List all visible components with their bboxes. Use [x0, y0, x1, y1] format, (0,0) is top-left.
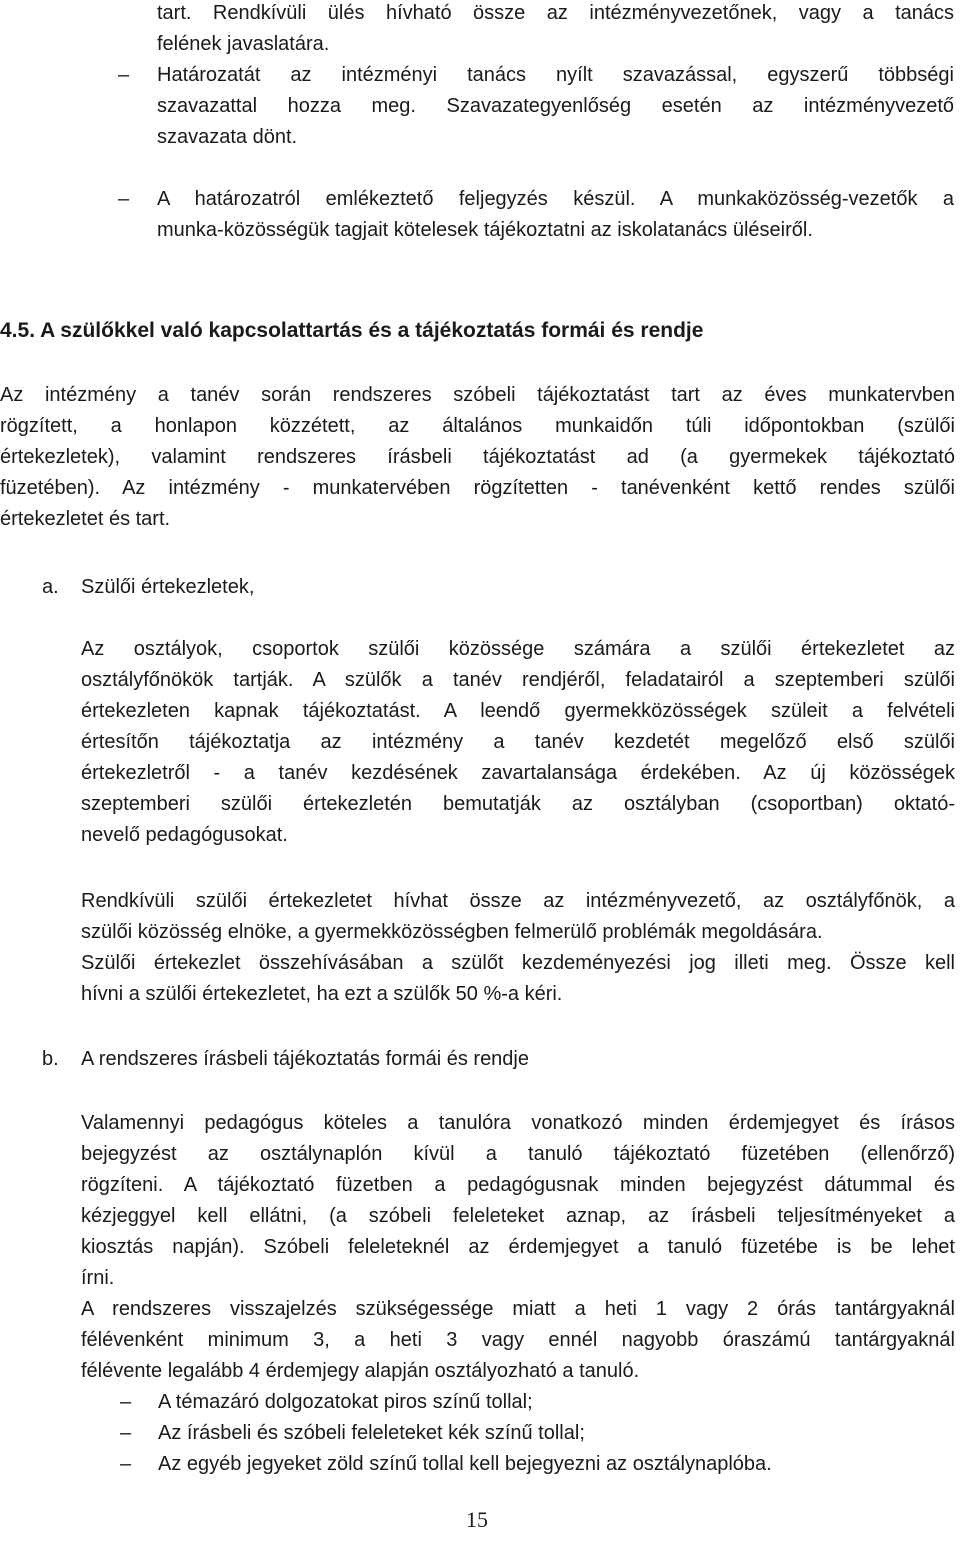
dash-bullet: – [118, 64, 130, 86]
dash-bullet: – [118, 188, 130, 210]
list-item-text: szavazattal hozza meg. Szavazategyenlőség esetén az intézményvezető [157, 95, 954, 117]
list-item-text: szavazata dönt. [157, 126, 298, 148]
list-item-text: munka-közösségük tagjait kötelesek tájékoztatni az iskolatanács üléseiről. [157, 219, 813, 241]
paragraph-line: Valamennyi pedagógus köteles a tanulóra vonatkozó minden érdemjegyet és írásos [81, 1112, 955, 1134]
paragraph-line: kézjeggyel kell ellátni, (a szóbeli feleleteket aznap, az írásbeli teljesítményeket a [81, 1205, 955, 1227]
list-item-text: Az egyéb jegyeket zöld színű tollal kell bejegyezni az osztálynaplóba. [158, 1453, 772, 1475]
paragraph-line: Szülői értekezlet összehívásában a szülőt kezdeményezési jog illeti meg. Össze kell [81, 952, 955, 974]
paragraph-line: Az intézmény a tanév során rendszeres szóbeli tájékoztatást tart az éves munkatervben [0, 384, 955, 406]
list-item-text: tart. Rendkívüli ülés hívható össze az intézményvezetőnek, vagy a tanács [157, 2, 954, 24]
list-item-text: felének javaslatára. [157, 33, 330, 55]
list-item-text: A témazáró dolgozatokat piros színű tollal; [158, 1391, 533, 1413]
paragraph-line: füzetében). Az intézmény - munkatervében rögzítetten - tanévenként kettő rendes szülői [0, 477, 955, 499]
paragraph-line: félévenként minimum 3, a heti 3 vagy ennél nagyobb óraszámú tantárgyaknál [81, 1329, 955, 1351]
paragraph-line: értesítőn tájékoztatja az intézmény a tanév kezdetét megelőző első szülői [81, 731, 955, 753]
paragraph-line: A rendszeres visszajelzés szükségessége miatt a heti 1 vagy 2 órás tantárgyaknál [81, 1298, 955, 1320]
paragraph-line: nevelő pedagógusokat. [81, 824, 288, 846]
paragraph-line: osztályfőnökök tartják. A szülők a tanév rendjéről, feladatairól a szeptemberi szülői [81, 669, 955, 691]
dash-bullet: – [120, 1391, 132, 1413]
subsection-marker: b. [42, 1048, 59, 1070]
paragraph-line: értekezletek), valamint rendszeres írásbeli tájékoztatást ad (a gyermekek tájékoztató [0, 446, 955, 468]
paragraph-line: Rendkívüli szülői értekezletet hívhat össze az intézményvezető, az osztályfőnök, a [81, 890, 955, 912]
paragraph-line: félévente legalább 4 érdemjegy alapján osztályozható a tanuló. [81, 1360, 640, 1382]
paragraph-line: értekezletről - a tanév kezdésének zavartalansága érdekében. Az új közösségek [81, 762, 955, 784]
paragraph-line: bejegyzést az osztálynaplón kívül a tanuló tájékoztató füzetében (ellenőrző) [81, 1143, 955, 1165]
dash-bullet: – [120, 1453, 132, 1475]
subsection-title: Szülői értekezletek, [81, 576, 255, 598]
paragraph-line: kiosztás napján). Szóbeli feleleteknél az érdemjegyet a tanuló füzetébe is be lehet [81, 1236, 955, 1258]
paragraph-line: értekezleten kapnak tájékoztatást. A leendő gyermekközösségek szüleit a felvételi [81, 700, 955, 722]
list-item-text: A határozatról emlékeztető feljegyzés készül. A munkaközösség-vezetők a [157, 188, 954, 210]
paragraph-line: rögzített, a honlapon közzétett, az általános munkaidőn túli időpontokban (szülői [0, 415, 955, 437]
page-number: 15 [466, 1507, 488, 1532]
paragraph-line: rögzíteni. A tájékoztató füzetben a pedagógusnak minden bejegyzést dátummal és [81, 1174, 955, 1196]
paragraph-line: szeptemberi szülői értekezletén bemutatják az osztályban (csoportban) oktató- [81, 793, 955, 815]
list-item-text: Határozatát az intézményi tanács nyílt szavazással, egyszerű többségi [157, 64, 954, 86]
subsection-marker: a. [42, 576, 59, 598]
paragraph-line: értekezletet és tart. [0, 508, 171, 530]
paragraph-line: hívni a szülői értekezletet, ha ezt a szülők 50 %-a kéri. [81, 983, 563, 1005]
dash-bullet: – [120, 1422, 132, 1444]
paragraph-line: írni. [81, 1267, 115, 1289]
paragraph-line: Az osztályok, csoportok szülői közössége számára a szülői értekezletet az [81, 638, 955, 660]
section-heading: 4.5. A szülőkkel való kapcsolattartás és a tájékoztatás formái és rendje [0, 319, 704, 342]
list-item-text: Az írásbeli és szóbeli feleleteket kék színű tollal; [158, 1422, 585, 1444]
subsection-title: A rendszeres írásbeli tájékoztatás formái és rendje [81, 1048, 529, 1070]
paragraph-line: szülői közösség elnöke, a gyermekközösségben felmerülő problémák megoldására. [81, 921, 823, 943]
